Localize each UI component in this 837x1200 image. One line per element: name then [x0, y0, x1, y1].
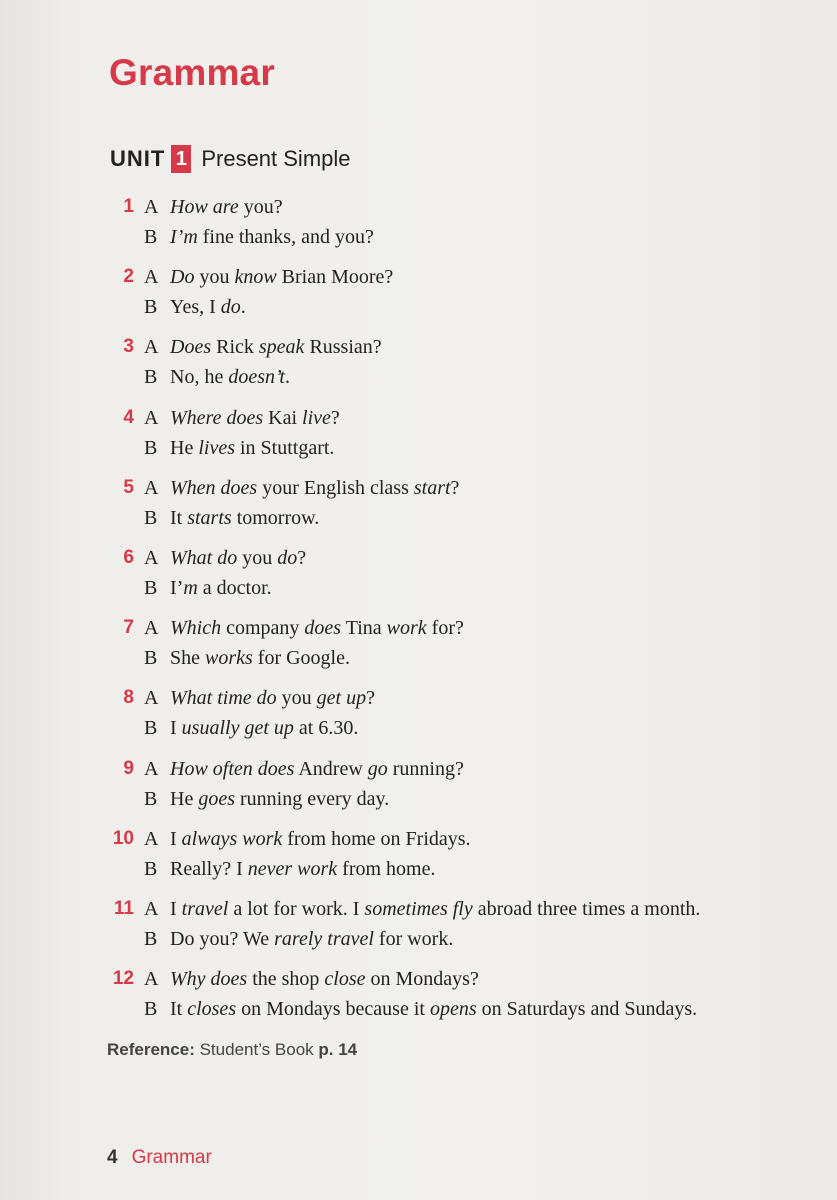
speaker-a: A	[144, 898, 159, 920]
line-a-text: Do you know Brian Moore?	[170, 266, 394, 288]
speaker-a: A	[144, 477, 159, 499]
line-b-text: I usually get up at 6.30.	[170, 717, 359, 739]
dialogue-number: 8	[123, 687, 134, 708]
speaker-b: B	[144, 858, 158, 880]
unit-number-badge: 1	[171, 145, 191, 173]
reference-line	[107, 1040, 357, 1060]
page-number: 4	[107, 1147, 118, 1168]
dialogue-number: 4	[123, 407, 134, 428]
reference-page: p. 14	[318, 1040, 358, 1059]
speaker-a: A	[144, 336, 159, 358]
dialogue-number: 10	[112, 828, 134, 849]
dialogue-number: 6	[123, 547, 134, 568]
speaker-b: B	[144, 437, 158, 459]
unit-label: UNIT	[110, 146, 166, 171]
line-b-text: I’m fine thanks, and you?	[170, 226, 374, 248]
line-b-text: I’m a doctor.	[170, 577, 272, 599]
line-a-text: What time do you get up?	[170, 687, 375, 709]
line-a-text: Why does the shop close on Mondays?	[170, 968, 479, 990]
dialogue-number: 12	[112, 968, 134, 989]
line-b-text: Really? I never work from home.	[170, 858, 436, 880]
line-b-text: It closes on Mondays because it opens on Saturdays and Sundays.	[170, 998, 698, 1020]
speaker-b: B	[144, 226, 158, 248]
line-b-text: She works for Google.	[170, 647, 350, 669]
line-a-text: Which company does Tina work for?	[170, 617, 464, 639]
speaker-b: B	[144, 366, 158, 388]
line-b-text: Do you? We rarely travel for work.	[170, 928, 454, 950]
line-a-text: When does your English class start?	[170, 477, 460, 499]
line-b-text: He goes running every day.	[170, 788, 390, 810]
line-a-text: Where does Kai live?	[170, 407, 340, 429]
dialogue-number: 2	[123, 266, 134, 287]
reference-label: Reference:	[107, 1040, 195, 1059]
speaker-a: A	[144, 407, 159, 429]
dialogue-number: 11	[113, 898, 134, 919]
line-a-text: How are you?	[170, 196, 283, 218]
dialogue-number: 9	[123, 758, 134, 779]
line-a-text: I always work from home on Fridays.	[170, 828, 471, 850]
line-b-text: Yes, I do.	[170, 296, 246, 318]
reference-text: Student’s Book	[194, 1040, 319, 1059]
line-b-text: It starts tomorrow.	[170, 507, 320, 529]
line-a-text: Does Rick speak Russian?	[170, 336, 382, 358]
page-footer	[107, 1147, 212, 1169]
speaker-a: A	[144, 758, 159, 780]
line-b-text: He lives in Stuttgart.	[170, 437, 335, 459]
unit-header	[110, 145, 351, 173]
speaker-a: A	[144, 617, 159, 639]
dialogue-number: 5	[123, 477, 134, 498]
speaker-b: B	[144, 788, 158, 810]
speaker-a: A	[144, 547, 159, 569]
speaker-b: B	[144, 998, 158, 1020]
dialogue-number: 7	[123, 617, 134, 638]
speaker-a: A	[144, 196, 159, 218]
speaker-b: B	[144, 507, 158, 529]
line-a-text: How often does Andrew go running?	[170, 758, 464, 780]
line-a-text: I travel a lot for work. I sometimes fly abroad three times a month.	[170, 898, 701, 920]
speaker-a: A	[144, 266, 159, 288]
section-title: Grammar	[109, 52, 275, 93]
speaker-b: B	[144, 717, 158, 739]
dialogue-number: 3	[123, 336, 134, 357]
speaker-a: A	[144, 968, 159, 990]
speaker-a: A	[144, 828, 159, 850]
speaker-a: A	[144, 687, 159, 709]
speaker-b: B	[144, 928, 158, 950]
footer-section: Grammar	[131, 1147, 212, 1168]
speaker-b: B	[144, 577, 158, 599]
line-a-text: What do you do?	[170, 547, 307, 569]
speaker-b: B	[144, 647, 158, 669]
line-b-text: No, he doesn’t.	[170, 366, 290, 388]
speaker-b: B	[144, 296, 158, 318]
dialogue-number: 1	[123, 196, 134, 217]
unit-name: Present Simple	[201, 146, 351, 171]
